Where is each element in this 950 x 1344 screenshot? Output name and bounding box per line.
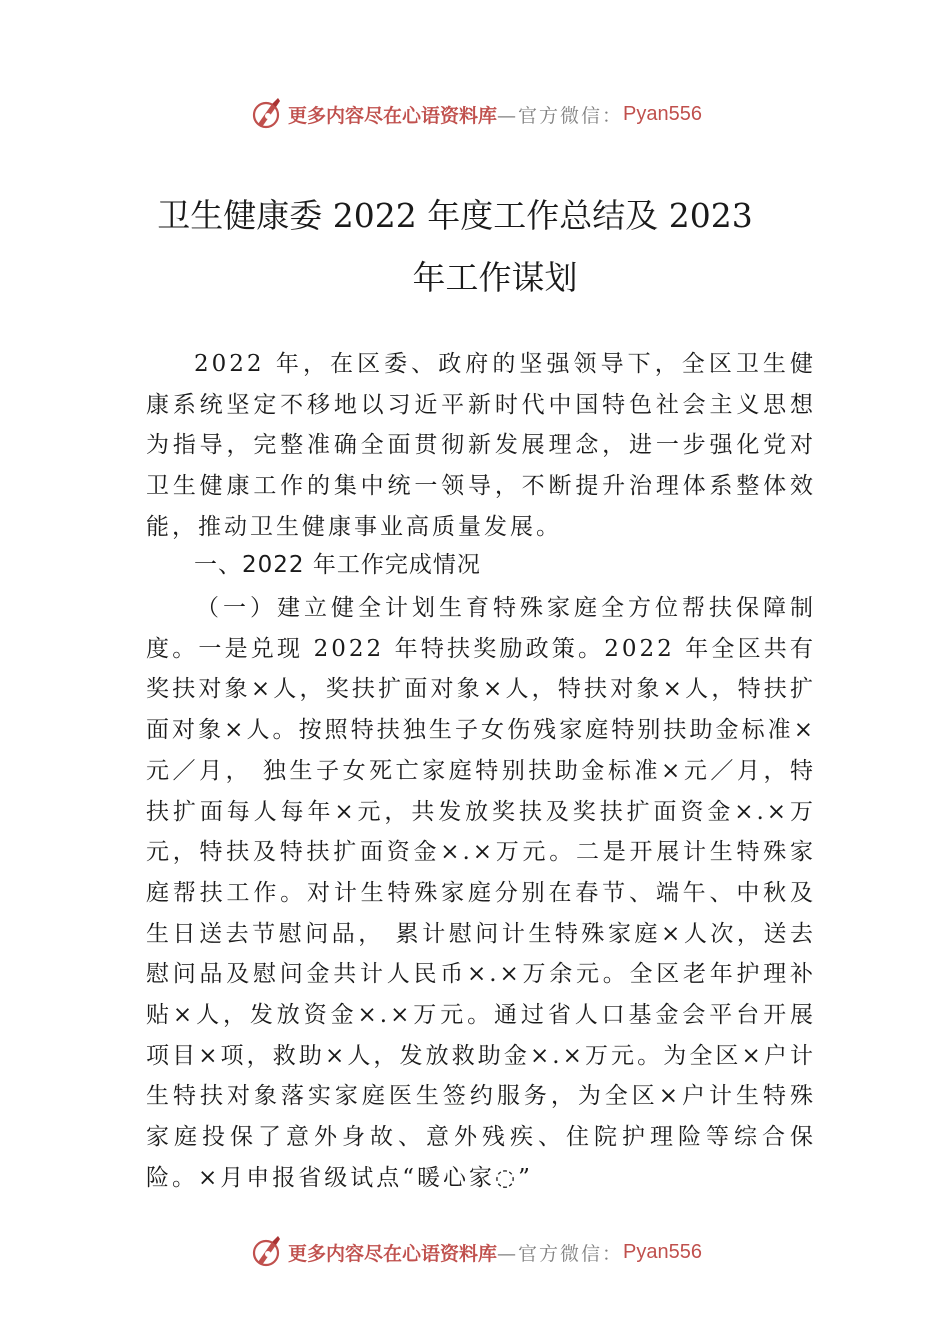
banner-subtitle: —官方微信： [497, 1242, 624, 1265]
section-body-paragraph: （一）建立健全计划生育特殊家庭全方位帮扶保障制度。一是兑现 2022 年特扶奖励政策。2022 年全区共有奖扶对象×人，奖扶扩面对象×人，特扶对象×人，特扶扩面对象×人。按照特扶独生子女伤残家庭特别扶助金标准×元／月， 独生子女死亡家庭特别扶助金标准×元／月，特扶扩面每人每年×元，共发放奖扶及奖扶扩面资金×.×万元，特扶及特扶扩面资金×.×万元。二是开展计生特殊家庭帮扶工作。对计生特殊家庭分别在春节、端午、中秋及生日送去节慰问品， 累计慰问计生特殊家庭×人次，送去慰问品及慰问金共计人民币×.×万余元。全区老年护理补贴×人，发放资金×.×万元。通过省人口基金会平台开展项目×项，救助×人，发放救助金×.×万元。为全区×户计生特扶对象落实家庭医生签约服务，为全区×户计生特殊家庭投保了意外身故、意外残疾、住院护理险等综合保险。×月申报省级试点“暖心家◌” [146, 595, 816, 1191]
header-banner [0, 94, 950, 134]
banner-wechat-id: Pyan556 [623, 1240, 702, 1263]
document-title-line1: 卫生健康委 2022 年度工作总结及 2023 [157, 196, 753, 235]
pen-logo-icon [248, 1234, 284, 1270]
section-heading: 一、2022 年工作完成情况 [194, 552, 481, 578]
banner-title: 更多内容尽在心语资料库 [288, 104, 498, 127]
banner-wechat-id: Pyan556 [623, 102, 702, 125]
banner-subtitle: —官方微信： [497, 104, 624, 127]
banner-title: 更多内容尽在心语资料库 [288, 1242, 498, 1265]
footer-banner [0, 1232, 950, 1272]
document-title-line2: 年工作谋划 [412, 258, 578, 297]
pen-logo-icon [248, 96, 284, 132]
intro-paragraph: 2022 年，在区委、政府的坚强领导下，全区卫生健康系统坚定不移地以习近平新时代中国特色社会主义思想为指导，完整准确全面贯彻新发展理念，进一步强化党对卫生健康工作的集中统一领导，不断提升治理体系整体效能，推动卫生健康事业高质量发展。 [146, 351, 816, 540]
